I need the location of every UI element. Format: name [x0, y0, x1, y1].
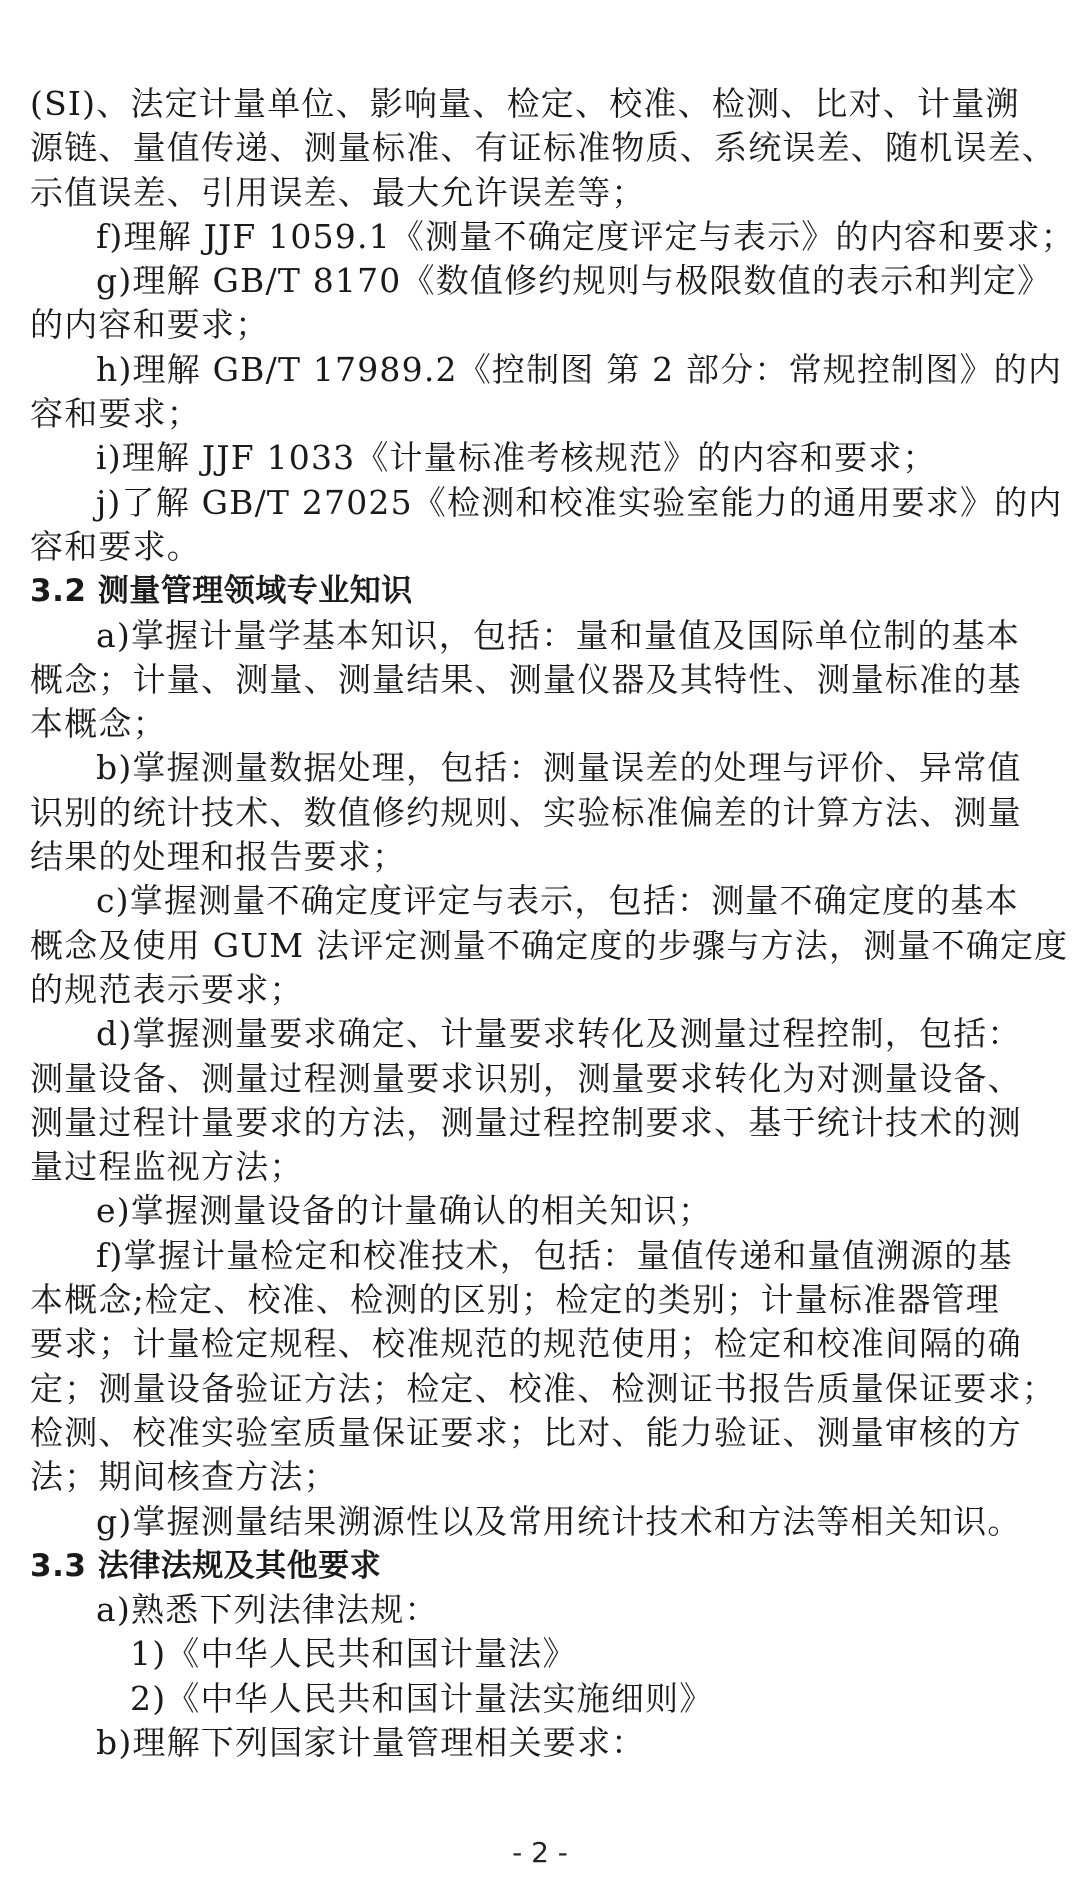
text-line: 本概念； [30, 704, 167, 744]
text-line: 源链、量值传递、测量标准、有证标准物质、系统误差、随机误差、 [30, 128, 1056, 168]
section-heading: 3.3 法律法规及其他要求 [30, 1547, 382, 1584]
text-line: d)掌握测量要求确定、计量要求转化及测量过程控制，包括： [96, 1014, 1022, 1054]
text-line: 定；测量设备验证方法；检定、校准、检测证书报告质量保证要求； [30, 1368, 1056, 1408]
text-line: e)掌握测量设备的计量确认的相关知识； [96, 1191, 713, 1231]
text-line: i)理解 JJF 1033《计量标准考核规范》的内容和要求； [96, 438, 937, 478]
text-line: 识别的统计技术、数值修约规则、实验标准偏差的计算方法、测量 [30, 792, 1022, 832]
text-line: c)掌握测量不确定度评定与表示，包括：测量不确定度的基本 [96, 881, 1019, 921]
text-line: 1)《中华人民共和国计量法》 [130, 1634, 577, 1674]
text-line: (SI)、法定计量单位、影响量、检定、校准、检测、比对、计量溯 [30, 84, 1020, 123]
text-line: 容和要求。 [30, 526, 201, 566]
text-line: 概念及使用 GUM 法评定测量不确定度的步骤与方法，测量不确定度 [30, 925, 1069, 965]
text-line: h)理解 GB/T 17989.2《控制图 第 2 部分：常规控制图》的内 [96, 349, 1063, 389]
text-line: 结果的处理和报告要求； [30, 837, 407, 877]
text-line: 的内容和要求； [30, 305, 270, 345]
text-line: b)掌握测量数据处理，包括：测量误差的处理与评价、异常值 [96, 748, 1022, 788]
text-line: 量过程监视方法； [30, 1147, 304, 1187]
text-line: 要求；计量检定规程、校准规范的规范使用；检定和校准间隔的确 [30, 1324, 1022, 1364]
text-lines [30, 82, 1075, 1765]
text-line: 容和要求； [30, 394, 201, 434]
text-line: f)掌握计量检定和校准技术，包括：量值传递和量值溯源的基 [96, 1235, 1013, 1275]
text-line: 测量设备、测量过程测量要求识别，测量要求转化为对测量设备、 [30, 1058, 1022, 1098]
text-line: 本概念;检定、校准、检测的区别；检定的类别；计量标准器管理 [30, 1280, 1000, 1320]
text-line: g)理解 GB/T 8170《数值修约规则与极限数值的表示和判定》 [96, 261, 1052, 301]
section-heading: 3.2 测量管理领域专业知识 [30, 573, 413, 610]
text-line: a)掌握计量学基本知识，包括：量和量值及国际单位制的基本 [96, 615, 1021, 655]
text-line: 的规范表示要求； [30, 969, 304, 1009]
text-line: g)掌握测量结果溯源性以及常用统计技术和方法等相关知识。 [96, 1501, 1022, 1541]
page-number: - 2 - [512, 1836, 568, 1869]
text-line: 测量过程计量要求的方法，测量过程控制要求、基于统计技术的测 [30, 1102, 1022, 1142]
document-body [30, 82, 1075, 1765]
text-line: a)熟悉下列法律法规： [96, 1590, 439, 1630]
text-line: b)理解下列国家计量管理相关要求： [96, 1722, 646, 1762]
text-line: 法；期间核查方法； [30, 1457, 338, 1497]
text-line: f)理解 JJF 1059.1《测量不确定度评定与表示》的内容和要求； [96, 216, 1075, 256]
text-line: 示值误差、引用误差、最大允许误差等； [30, 172, 646, 212]
text-line: 检测、校准实验室质量保证要求；比对、能力验证、测量审核的方 [30, 1412, 1022, 1452]
text-line: 概念；计量、测量、测量结果、测量仪器及其特性、测量标准的基 [30, 659, 1022, 699]
text-line: 2)《中华人民共和国计量法实施细则》 [130, 1678, 714, 1718]
text-line: j)了解 GB/T 27025《检测和校准实验室能力的通用要求》的内 [96, 482, 1063, 522]
